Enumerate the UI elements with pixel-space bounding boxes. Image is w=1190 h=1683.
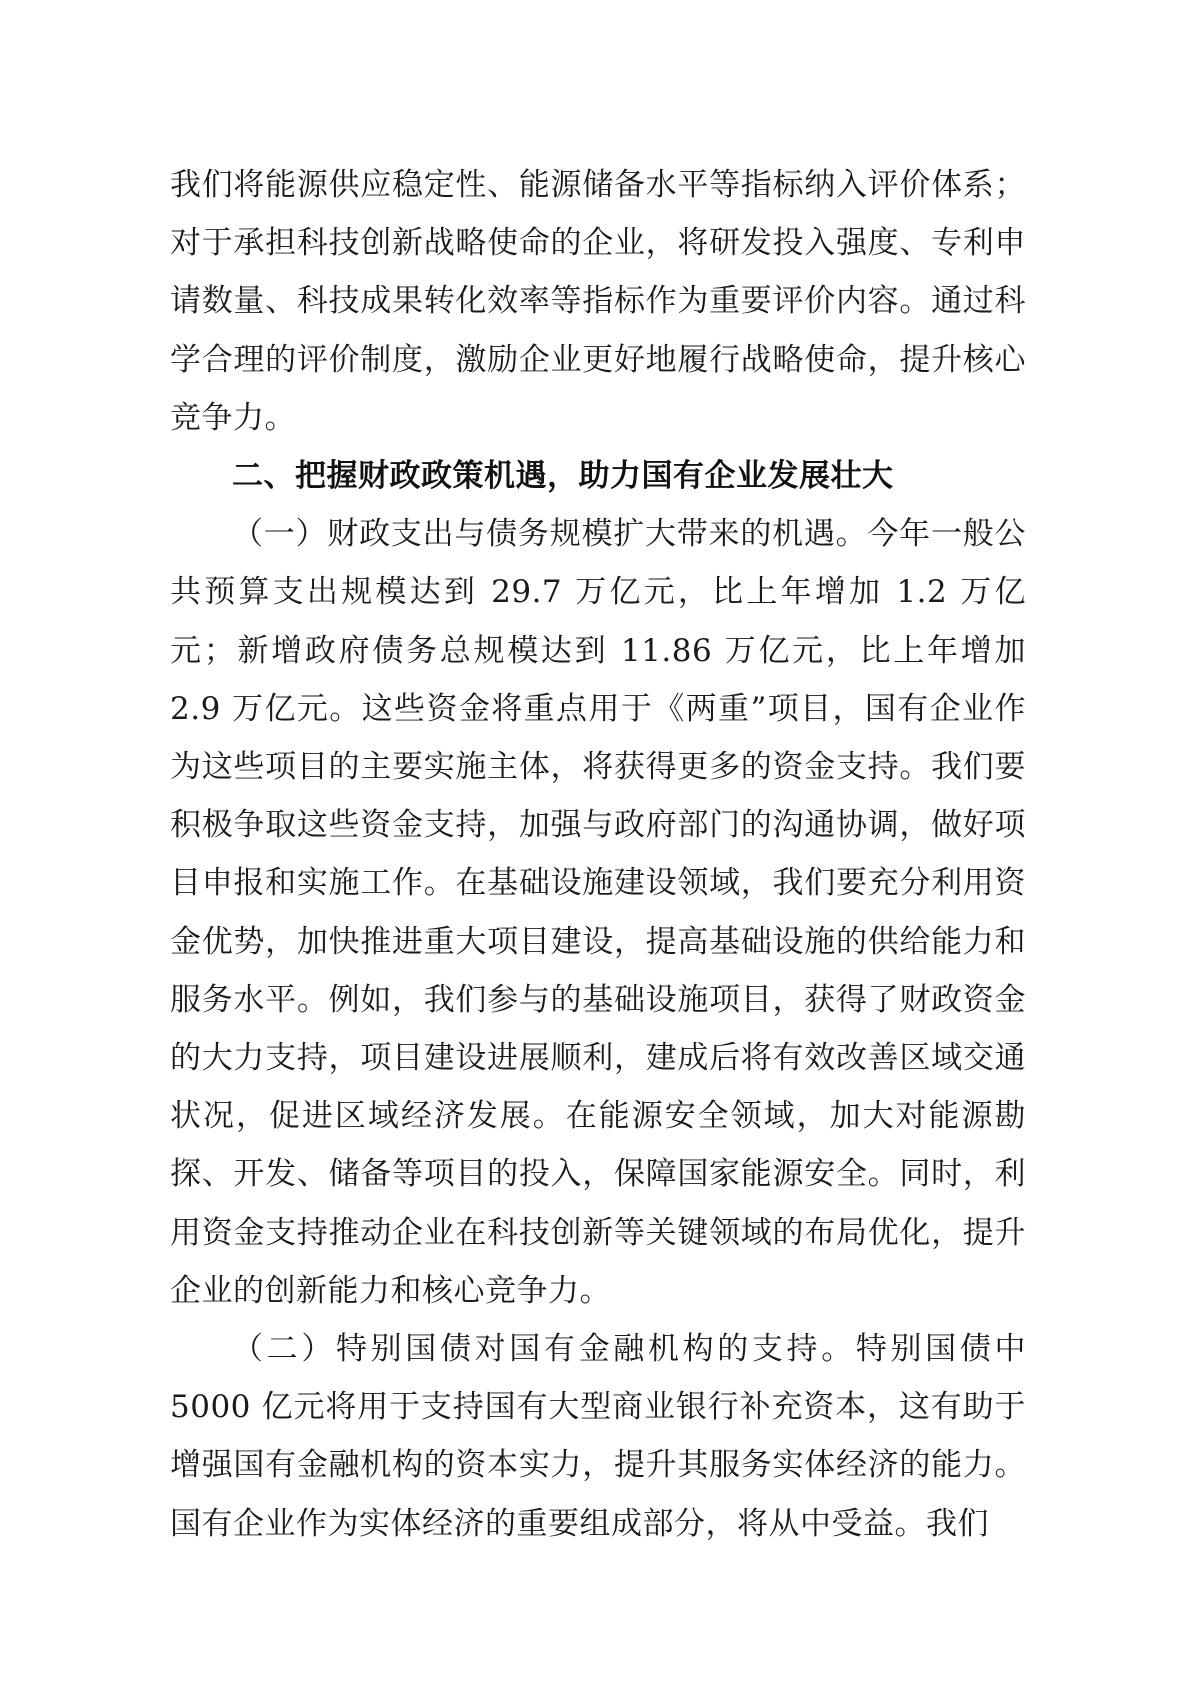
paragraph-special-bonds: （二）特别国债对国有金融机构的支持。特别国债中5000 亿元将用于支持国有大型商业银行补充资本，这有助于增强国有金融机构的资本实力，提升其服务实体经济的能力。国有企业作为实体经济的重要组成部分，将从中受益。我们 <box>170 1331 1026 1542</box>
paragraph-fiscal-expenditure: （一）财政支出与债务规模扩大带来的机遇。今年一般公共预算支出规模达到 29.7 万亿元，比上年增加 1.2 万亿元；新增政府债务总规模达到 11.86 万亿元，比上年增加 2.9 万亿元。这些资金将重点用于《两重”项目，国有企业作为这些项目的主要实施主体，将获得更多的资金支持。我们要积极争取这些资金支持，加强与政府部门的沟通协调，做好项目申报和实施工作。在基础设施建设领域，我们要充分利用资金优势，加快推进重大项目建设，提高基础设施的供给能力和服务水平。例如，我们参与的基础设施项目，获得了财政资金的大力支持，项目建设进展顺利，建成后将有效改善区域交通状况，促进区域经济发展。在能源安全领域，加大对能源勘探、开发、储备等项目的投入，保障国家能源安全。同时，利用资金支持推动企业在科技创新等关键领域的布局优化，提升企业的创新能力和核心竞争力。 <box>170 516 1026 1309</box>
section-heading: 二、把握财政政策机遇，助力国有企业发展壮大 <box>232 458 894 495</box>
document-body <box>170 156 1026 1553</box>
paragraph-continuation: 我们将能源供应稳定性、能源储备水平等指标纳入评价体系；对于承担科技创新战略使命的企业，将研发投入强度、专利申请数量、科技成果转化效率等指标作为重要评价内容。通过科学合理的评价制度，激励企业更好地履行战略使命，提升核心竞争力。 <box>170 167 1026 436</box>
